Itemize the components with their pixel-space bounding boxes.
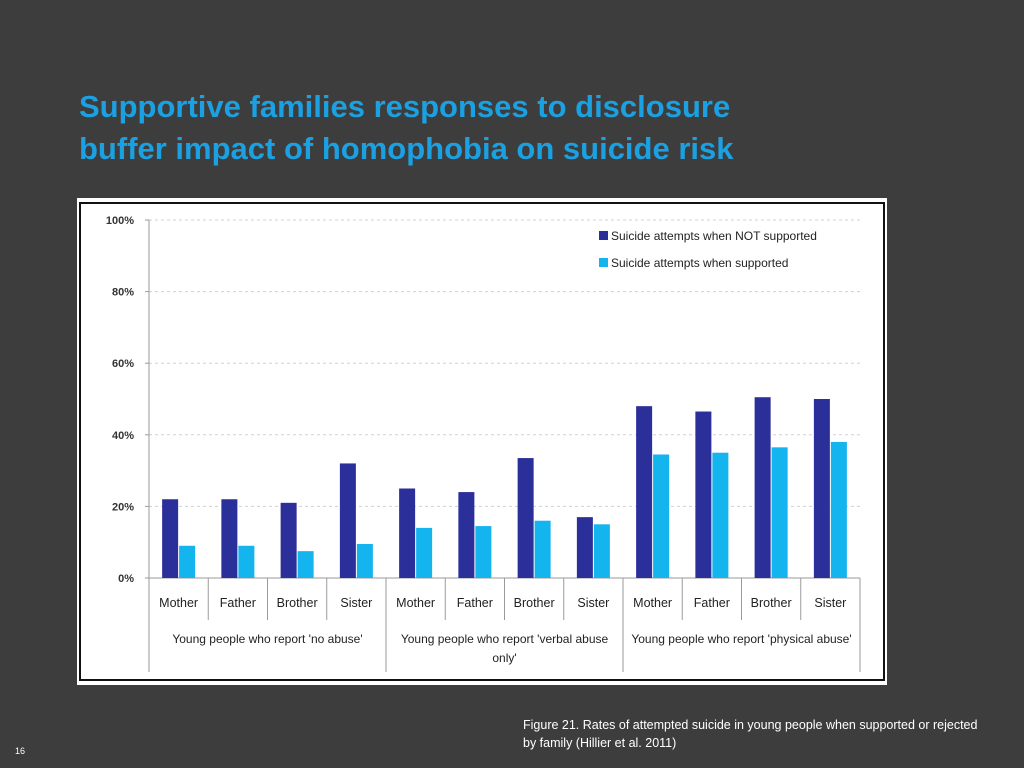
slide-title xyxy=(79,86,879,170)
bar-not-supported xyxy=(221,499,237,578)
bar-supported xyxy=(535,521,551,578)
bar-supported xyxy=(712,453,728,578)
bar-not-supported xyxy=(281,503,297,578)
chart-panel xyxy=(77,198,887,685)
x-category-label: Sister xyxy=(340,596,373,610)
figure-caption: Figure 21. Rates of attempted suicide in young people when supported or rejected by family (Hillier et al. 2011) xyxy=(523,718,978,750)
x-category-label: Father xyxy=(456,596,493,610)
y-tick-label: 40% xyxy=(111,429,134,442)
x-category-label: Mother xyxy=(633,596,673,610)
legend-swatch xyxy=(599,258,608,267)
legend-label: Suicide attempts when supported xyxy=(611,256,789,270)
bar-not-supported xyxy=(399,489,415,579)
y-tick-label: 80% xyxy=(111,286,134,299)
bar-not-supported xyxy=(755,397,771,578)
bar-supported xyxy=(831,442,847,578)
x-category-label: Father xyxy=(219,596,256,610)
bar-supported xyxy=(179,546,195,578)
x-category-label: Mother xyxy=(159,596,199,610)
y-tick-label: 0% xyxy=(118,573,134,585)
x-category-label: Sister xyxy=(577,596,610,610)
x-category-label: Mother xyxy=(396,596,436,610)
x-category-label: Brother xyxy=(276,596,318,610)
bar-not-supported xyxy=(695,412,711,578)
bar-not-supported xyxy=(458,492,474,578)
y-tick-label: 100% xyxy=(105,215,134,227)
group-label: Young people who report 'verbal abuse xyxy=(400,632,609,646)
bar-supported xyxy=(475,526,491,578)
x-category-label: Father xyxy=(693,596,730,610)
bar-supported xyxy=(653,454,669,578)
x-category-label: Brother xyxy=(750,596,792,610)
bar-supported xyxy=(772,447,788,578)
x-category-label: Brother xyxy=(513,596,555,610)
bar-not-supported xyxy=(577,517,593,578)
bar-not-supported xyxy=(636,406,652,578)
legend-swatch xyxy=(599,231,608,240)
bar-not-supported xyxy=(814,399,830,578)
y-tick-label: 60% xyxy=(111,358,134,371)
bar-supported xyxy=(416,528,432,578)
bar-not-supported xyxy=(162,499,178,578)
bar-supported xyxy=(298,551,314,578)
y-tick-label: 20% xyxy=(111,501,134,514)
x-category-label: Sister xyxy=(814,596,847,610)
legend-label: Suicide attempts when NOT supported xyxy=(611,229,817,243)
bar-supported xyxy=(357,544,373,578)
bar-supported xyxy=(238,546,254,578)
bar-not-supported xyxy=(518,458,534,578)
bar-chart xyxy=(77,198,887,685)
group-label: Young people who report 'physical abuse' xyxy=(631,632,852,646)
slide-number: 16 xyxy=(15,746,26,756)
slide-title-line-2: buffer impact of homophobia on suicide risk xyxy=(79,131,734,166)
group-label: Young people who report 'no abuse' xyxy=(172,632,363,646)
group-label: only' xyxy=(492,651,517,665)
bar-supported xyxy=(594,524,610,578)
slide-title-line-1: Supportive families responses to disclosure xyxy=(79,89,731,124)
bar-not-supported xyxy=(340,463,356,578)
